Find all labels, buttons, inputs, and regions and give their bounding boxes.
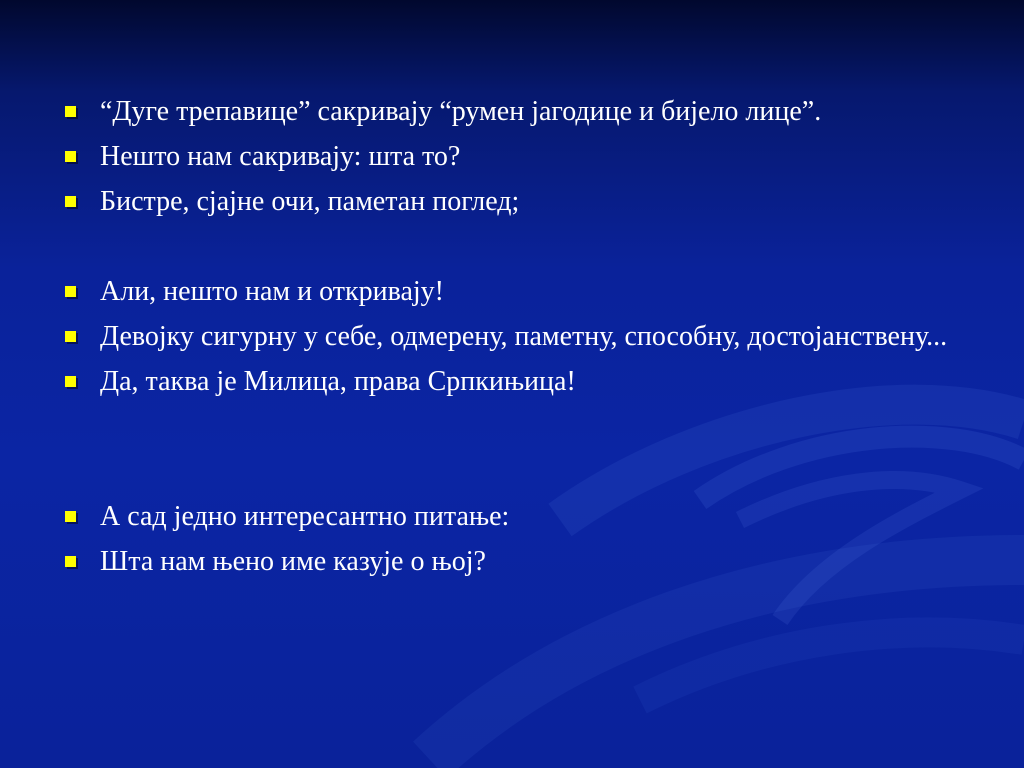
bullet-square-icon	[65, 151, 76, 162]
bullet-square-icon	[65, 286, 76, 297]
bullet-text: Да, таква је Милица, права Српкињица!	[100, 366, 576, 397]
bullet-square-icon	[65, 511, 76, 522]
bullet-item	[62, 184, 992, 219]
bullet-text: Шта нам њено име казује о њој?	[100, 546, 486, 577]
bullet-square-icon	[65, 376, 76, 387]
bullet-item	[62, 139, 992, 174]
bullet-square-icon	[65, 556, 76, 567]
bullet-item	[62, 544, 992, 579]
bullet-square-icon	[65, 106, 76, 117]
bullet-square-icon	[65, 331, 76, 342]
bullet-item	[62, 274, 992, 309]
bullet-text: Бистре, сјајне очи, паметан поглед;	[100, 186, 520, 217]
bullet-text: Нешто нам сакривају: шта то?	[100, 141, 461, 172]
bullet-text: “Дуге трепавице” сакривају “румен јагодице и бијело лице”.	[100, 96, 822, 127]
bullet-list	[62, 94, 992, 589]
bullet-text: Девојку сигурну у себе, одмерену, паметну, способну, достојанствену...	[100, 321, 948, 352]
bullet-text: А сад једно интересантно питање:	[100, 501, 510, 532]
bullet-square-icon	[65, 196, 76, 207]
bullet-item	[62, 364, 992, 399]
bullet-item	[62, 499, 992, 534]
bullet-text: Али, нешто нам и откривају!	[100, 276, 444, 307]
bullet-item	[62, 94, 992, 129]
bullet-item	[62, 319, 992, 354]
